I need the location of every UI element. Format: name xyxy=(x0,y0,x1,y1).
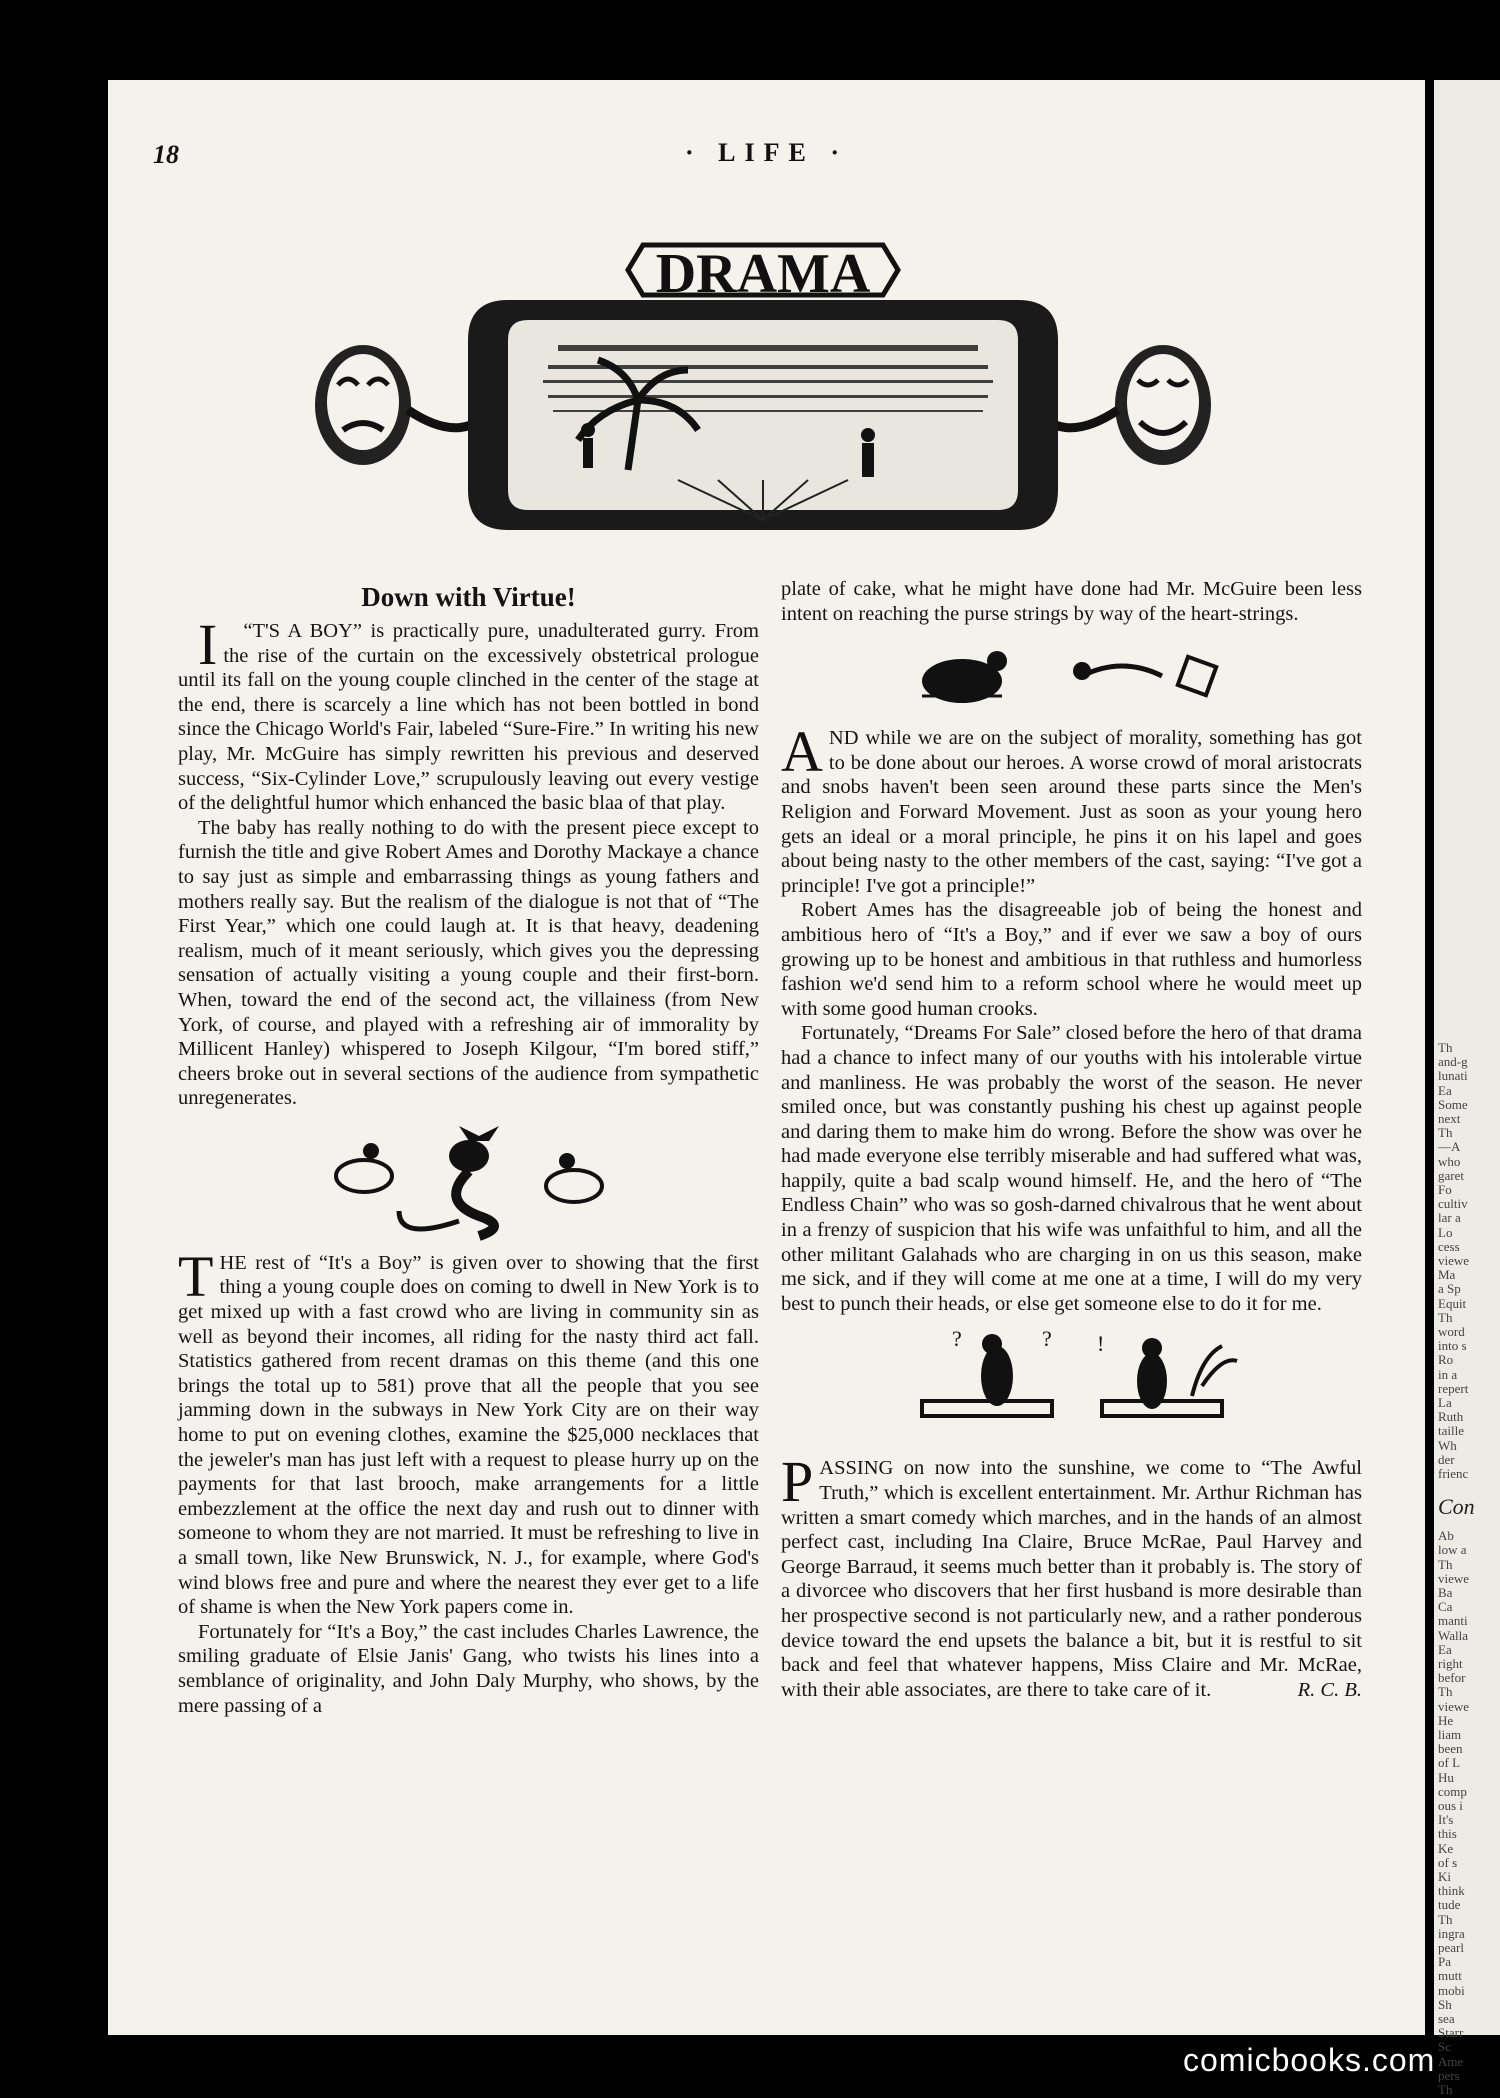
adjacent-page-fragment: Ca xyxy=(1438,1599,1453,1615)
adjacent-page-fragment: word xyxy=(1438,1324,1465,1339)
adjacent-page-fragment: Wh xyxy=(1438,1437,1457,1453)
adjacent-page-fragment: lar a xyxy=(1438,1210,1461,1226)
watermark: comicbooks.com xyxy=(1183,2042,1436,2078)
adjacent-page-fragment: Sc xyxy=(1438,2039,1451,2055)
adjacent-page-fragment: Th xyxy=(1438,1309,1453,1325)
adjacent-page-fragment: who xyxy=(1438,1153,1461,1169)
adjacent-page-fragment: and-g xyxy=(1438,1054,1468,1070)
author-signature: R. C. B. xyxy=(1297,1678,1362,1701)
svg-text:?: ? xyxy=(951,1326,962,1352)
page-number: 18 xyxy=(153,140,179,169)
adjacent-page-fragment: comp xyxy=(1438,1783,1467,1799)
adjacent-page-fragment: It's xyxy=(1438,1812,1454,1828)
right-column xyxy=(781,577,1362,1702)
adjacent-page-fragment: liam xyxy=(1438,1727,1462,1742)
adjacent-page-fragment: Lo xyxy=(1438,1224,1453,1240)
adjacent-page-fragment: ingra xyxy=(1438,1925,1465,1941)
adjacent-page-fragment: der xyxy=(1438,1451,1455,1467)
paragraph-5: AND while we are on the subject of morality, something has got to be done about our heroes. A worse crowd of moral aristocrats and snobs haven't been seen around these parts since the Men's Religion and Forward Movement. Just as soon as your young hero gets an ideal or a moral principle, he pins it on his lapel and goes about being nasty to the other members of the cast, saying: “I've got a principle! I've got a principle!” xyxy=(781,719,1362,897)
adjacent-page-fragment: Walla xyxy=(1438,1627,1468,1643)
adjacent-page-fragment: Ea xyxy=(1438,1082,1452,1098)
adjacent-page-fragment: Fo xyxy=(1438,1182,1452,1197)
adjacent-page-fragment: viewe xyxy=(1438,1253,1470,1268)
left-column xyxy=(178,577,759,1718)
adjacent-page-fragment: think xyxy=(1438,1883,1465,1899)
adjacent-page-fragment: Pa xyxy=(1438,1954,1451,1970)
magazine-page xyxy=(108,80,1425,2035)
adjacent-page-fragment: Th xyxy=(1438,1911,1453,1927)
sofa-scene-illustration xyxy=(902,1326,1242,1446)
adjacent-page-fragment: this xyxy=(1438,1826,1457,1842)
adjacent-page-fragment: Ma xyxy=(1438,1267,1456,1283)
adjacent-page-fragment: Starr xyxy=(1438,2025,1464,2041)
paragraph-6: Robert Ames has the disagreeable job of being the honest and ambitious hero of “It's a Boy,” and if ever we saw a boy of ours growing up to be honest and ambitious in that ruthless and humorless fashion we'd send him to a reform school where he would meet up with some good human crooks. xyxy=(781,899,1362,1020)
banner-title: DRAMA xyxy=(655,243,871,305)
adjacent-page-fragment: Ea xyxy=(1438,1641,1452,1657)
adjacent-page-fragment: Th xyxy=(1438,1040,1453,1055)
running-head: · LIFE · xyxy=(684,138,849,167)
adjacent-page-fragment: Ki xyxy=(1438,1869,1451,1884)
drop-cap-i: I xyxy=(198,612,218,677)
adjacent-page-fragment: viewe xyxy=(1438,1698,1470,1714)
adjacent-page-fragment: mobi xyxy=(1438,1982,1465,1998)
adjacent-page-fragment: befor xyxy=(1438,1670,1466,1686)
adjacent-page-fragment: garet xyxy=(1438,1167,1464,1183)
adjacent-page-fragment: La xyxy=(1438,1395,1452,1410)
paragraph-1: “ I T'S A BOY” is practically pure, unadulterated gurry. From the rise of the curtain on the excessively obstetrical prologue until its fall on the young couple clinched in the center of the stage at the end, there is scarcely a line which has not been bottled in bond since the Chicago World's Fair, labeled “Sure-Fire.” In writing his new play, Mr. McGuire has simply rewritten his previous and deserved success, “Six-Cylinder Love,” scrupulously leaving out every vestige of the delightful humor which enhanced the basic blaa of that play. xyxy=(178,612,759,815)
adjacent-page-fragment: Some xyxy=(1438,1096,1468,1112)
adjacent-page-fragment: manti xyxy=(1438,1613,1468,1629)
fallen-figures-illustration xyxy=(902,636,1242,716)
adjacent-page-fragment: sea xyxy=(1438,2011,1455,2026)
paragraph-4: Fortunately for “It's a Boy,” the cast includes Charles Lawrence, the smiling graduate of Elsie Janis' Gang, who twists his lines into a semblance of originality, and John Daly Murphy, who shows, by the mere passing of a xyxy=(178,1620,759,1717)
adjacent-page-fragment: Sh xyxy=(1438,1996,1452,2012)
adjacent-page-fragment: Ba xyxy=(1438,1585,1453,1600)
adjacent-page-fragment: been xyxy=(1438,1741,1463,1757)
adjacent-page-fragment: Th xyxy=(1438,1125,1453,1141)
paragraph-3: THE rest of “It's a Boy” is given over to showing that the first thing a young couple does on coming to dwell in New York is to get mixed up with a fast crowd who are living in community sin as well as beyond their incomes, all riding for the nasty third act fall. Statistics gathered from recent dramas on this theme (and this one brings the total up to 581) prove that all the people that you see jamming down in the subways in New York City are on their way home to put on evening clothes, examine the $25,000 necklaces that the jeweler's man has just left with a request to please hurry up on the payments for that last brooch, make arrangements for a little embezzlement at the office the next day and rush out to dinner with someone to whom they are not married. It must be refreshing to live in a small town, like New Brunswick, N. J., for example, where God's wind blows free and pure and where the nearest they ever get to a life of shame is when the New York papers come in. xyxy=(178,1243,759,1619)
open-quote: “ xyxy=(243,620,253,642)
paragraph-7: Fortunately, “Dreams For Sale” closed before the hero of that drama had a chance to infect many of our youths with his intolerable virtue and manliness. He was probably the worst of the season. He never smiled once, but was constantly pushing his chest up against people and daring them to make him do wrong. Before the show was over he had made everyone else terribly miserable and had suffered what was, happily, quite a bad scalp wound himself. He, and the hero of “The Endless Chain” who was so gosh-darned chivalrous that he went about in a frenzy of suspicion that his wife was unfaithful to him, and all the other militant Galahads who are charging in on us this season, make me sick, and if they will come at me one at a time, I will do my very best to punch their heads, or else get someone else to do it for me. xyxy=(781,1022,1362,1315)
adjacent-page-fragment: of s xyxy=(1438,1854,1458,1870)
adjacent-page-fragment: taille xyxy=(1438,1423,1464,1439)
adjacent-page-fragment: Th xyxy=(1438,2082,1453,2097)
adjacent-page-fragment: in a xyxy=(1438,1366,1458,1382)
adjacent-page-fragment: ous i xyxy=(1438,1798,1463,1813)
paragraph-4-continued: plate of cake, what he might have done had Mr. McGuire been less intent on reaching the purse strings by way of the heart-strings. xyxy=(781,578,1362,625)
article-headline: Down with Virtue! xyxy=(361,582,576,612)
paragraph-2: The baby has really nothing to do with the present piece except to furnish the title and give Robert Ames and Dorothy Mackaye a chance to say just as simple and embarrassing things as young fathers and mothers really say. But the realism of the dialogue is not that of “The First Year,” which one could laugh at. It is that heavy, deadening realism, much of it meant seriously, which gives you the depressing sensation of actually visiting a young couple and their first-born. When, toward the end of the second act, the villainess (from New York, of course, and played with a refreshing air of immorality by Millicent Hanley) whispered to Joseph Kilgour, “I'm bored stiff,” cheers broke out in several sections of the audience from sympathetic unregenerates. xyxy=(178,816,759,1110)
drop-cap-p: P xyxy=(781,1449,814,1515)
adjacent-page-fragment: a Sp xyxy=(1438,1281,1461,1297)
adjacent-page-fragment: repert xyxy=(1438,1380,1469,1396)
drop-cap-a: A xyxy=(781,719,823,785)
adjacent-page-fragment: —A xyxy=(1438,1139,1461,1155)
drop-cap-t: T xyxy=(178,1243,214,1309)
paragraph-8: PASSING on now into the sunshine, we come to “The Awful Truth,” which is excellent entertainment. Mr. Arthur Richman has written a smart comedy which marches, and in the hands of an almost perfect cast, including Ina Claire, Bruce McRae, Paul Harvey and George Barraud, it seems much better than it probably is. The story of a divorcee who discovers that her first husband is more desirable than her prospective second is not particularly new, and a rather ponderous device toward the end upsets the balance a bit, but it is restful to sit back and feel that whatever happens, Miss Claire and Mr. McRae, with their able associates, are there to take care of it. R. C. B. xyxy=(781,1449,1362,1701)
adjacent-page-fragment: low a xyxy=(1438,1542,1467,1558)
adjacent-page-fragment: mutt xyxy=(1438,1968,1462,1984)
adjacent-page-fragment: tude xyxy=(1438,1897,1461,1913)
adjacent-page-strip xyxy=(1434,80,1500,2097)
adjacent-page-fragment: Con xyxy=(1438,1494,1475,1520)
adjacent-page-fragment: Ruth xyxy=(1438,1409,1464,1425)
svg-text:?: ? xyxy=(1041,1326,1052,1352)
adjacent-page-fragment: right xyxy=(1438,1656,1463,1671)
adjacent-page-fragment: of L xyxy=(1438,1755,1461,1771)
adjacent-page-fragment: Th xyxy=(1438,1684,1453,1700)
adjacent-page-fragment: He xyxy=(1438,1712,1454,1728)
adjacent-page-fragment: Equit xyxy=(1438,1295,1467,1311)
adjacent-page-fragment: pers xyxy=(1438,2067,1460,2083)
drama-banner-illustration xyxy=(258,230,1268,575)
adjacent-page-fragment: next xyxy=(1438,1111,1461,1126)
adjacent-page-fragment: Ro xyxy=(1438,1352,1454,1368)
adjacent-page-fragment: Ab xyxy=(1438,1528,1454,1544)
adjacent-page-fragment: pearl xyxy=(1438,1940,1464,1955)
adjacent-page-fragment: Hu xyxy=(1438,1769,1454,1785)
adjacent-page-fragment: viewe xyxy=(1438,1570,1470,1586)
svg-text:!: ! xyxy=(1096,1331,1104,1357)
adjacent-page-fragment: cess xyxy=(1438,1238,1460,1254)
adjacent-page-fragment: into s xyxy=(1438,1338,1467,1354)
adjacent-page-fragment: Ke xyxy=(1438,1840,1454,1856)
adjacent-page-fragment: frienc xyxy=(1438,1466,1469,1481)
adjacent-page-fragment: lunati xyxy=(1438,1068,1468,1084)
cat-and-birds-illustration xyxy=(319,1121,619,1241)
adjacent-page-fragment: Th xyxy=(1438,1556,1453,1572)
adjacent-page-fragment: cultiv xyxy=(1438,1196,1468,1212)
adjacent-page-fragment: Ame xyxy=(1438,2053,1464,2069)
